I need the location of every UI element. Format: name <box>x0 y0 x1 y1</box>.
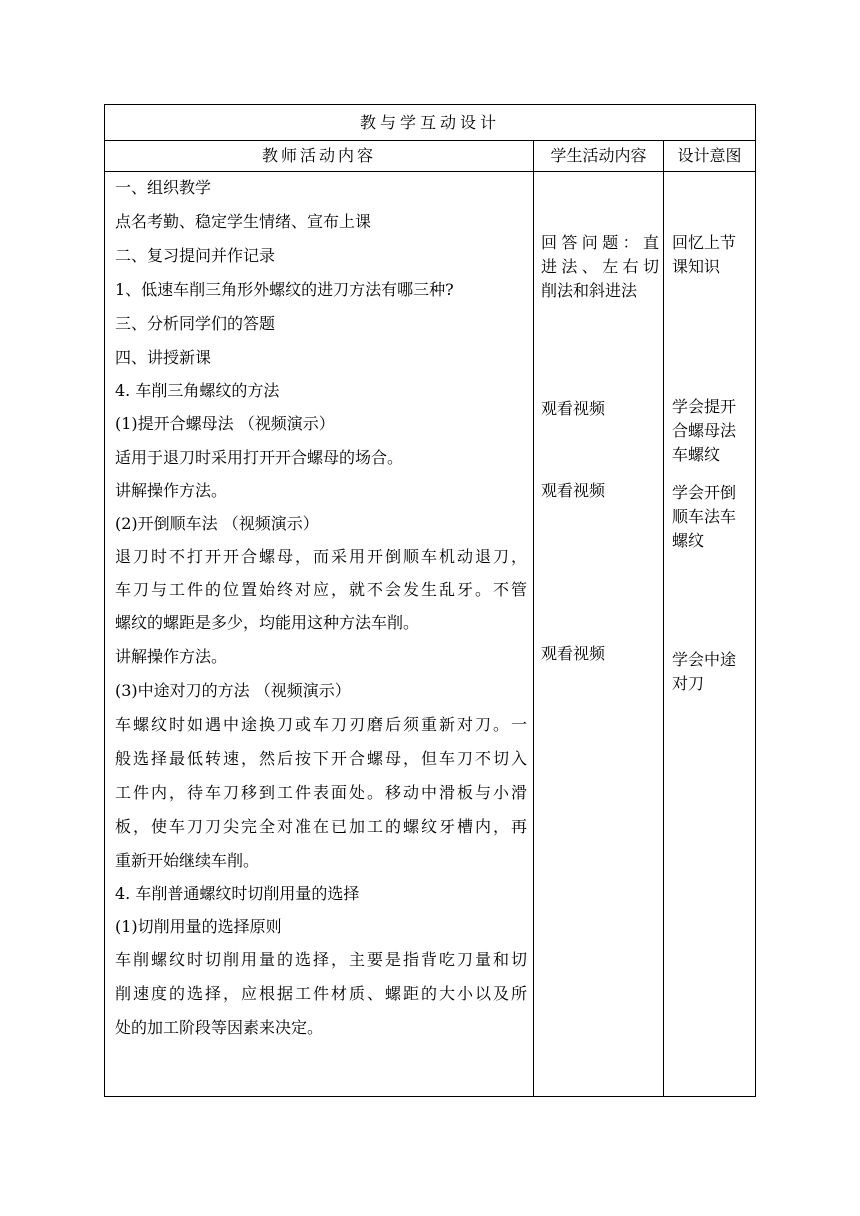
student-activity-block <box>541 642 659 666</box>
teacher-line: 板，使车刀刀尖完全对准在已加工的螺纹牙槽内，再 <box>115 817 527 836</box>
teacher-line: (2)开倒顺车法 （视频演示） <box>115 514 319 533</box>
teacher-line: 般选择最低转速，然后按下开合螺母，但车刀不切入 <box>115 749 527 768</box>
student-line: 观看视频 <box>541 644 606 663</box>
teacher-line: 车刀与工件的位置始终对应，就不会发生乱牙。不管 <box>115 580 527 599</box>
teacher-line: 一、组织教学 <box>115 178 212 197</box>
design-line: 课知识 <box>672 257 721 276</box>
design-line: 回忆上节 <box>672 233 737 252</box>
header-row <box>105 140 755 172</box>
design-line: 对刀 <box>672 674 705 693</box>
header-student-activity: 学生活动内容 <box>550 146 647 165</box>
design-intent-block <box>672 231 746 279</box>
design-intent-block <box>672 481 746 553</box>
teacher-line: (3)中途对刀的方法 （视频演示） <box>115 681 351 700</box>
teacher-line: 车螺纹时如遇中途换刀或车刀刃磨后须重新对刀。一 <box>115 715 527 734</box>
student-line: 观看视频 <box>541 481 606 500</box>
teacher-line: 三、分析同学们的答题 <box>115 314 276 333</box>
teacher-line: 螺纹的螺距是多少，均能用这种方法车削。 <box>115 613 420 632</box>
teacher-line: 二、复习提问并作记录 <box>115 246 276 265</box>
design-line: 学会中途 <box>672 650 737 669</box>
teacher-line: (1)提开合螺母法 （视频演示） <box>115 414 335 433</box>
design-line: 学会开倒 <box>672 483 737 502</box>
teacher-line: 处的加工阶段等因素来决定。 <box>115 1018 324 1037</box>
header-design-intent: 设计意图 <box>677 146 742 165</box>
student-activity-block <box>541 479 659 503</box>
design-line: 顺车法车 <box>672 507 737 526</box>
design-line: 合螺母法 <box>672 421 737 440</box>
column-divider <box>663 140 664 1096</box>
student-line: 削法和斜进法 <box>541 281 638 300</box>
design-line: 学会提开 <box>672 397 737 416</box>
teacher-line: 适用于退刀时采用打开开合螺母的场合。 <box>115 448 404 467</box>
student-line: 观看视频 <box>541 399 606 418</box>
teacher-line: 讲解操作方法。 <box>115 647 228 666</box>
interaction-design-table <box>104 104 756 1097</box>
teacher-line: 重新开始继续车削。 <box>115 851 260 870</box>
design-line: 车螺纹 <box>672 445 721 464</box>
student-line: 进法、左右切 <box>541 257 659 276</box>
teacher-line: 1、低速车削三角形外螺纹的进刀方法有哪三种? <box>115 280 454 299</box>
header-teacher-activity: 教师活动内容 <box>261 146 376 165</box>
design-line: 螺纹 <box>672 531 705 550</box>
teacher-line: 4. 车削普通螺纹时切削用量的选择 <box>115 884 360 903</box>
teacher-line: 退刀时不打开开合螺母，而采用开倒顺车机动退刀， <box>115 547 527 566</box>
teacher-line: (1)切削用量的选择原则 <box>115 917 282 936</box>
design-intent-block <box>672 648 746 696</box>
teacher-line: 4. 车削三角螺纹的方法 <box>115 381 280 400</box>
teacher-line: 车削螺纹时切削用量的选择，主要是指背吃刀量和切 <box>115 950 527 969</box>
teacher-line: 讲解操作方法。 <box>115 481 228 500</box>
teacher-line: 点名考勤、稳定学生情绪、宣布上课 <box>115 212 372 231</box>
design-intent-block <box>672 395 746 467</box>
student-activity-block <box>541 231 659 303</box>
teacher-line: 四、讲授新课 <box>115 348 212 367</box>
table-title: 教与学互动设计 <box>105 105 755 141</box>
student-line: 回答问题：直 <box>541 233 659 252</box>
student-activity-block <box>541 397 659 421</box>
column-divider <box>533 140 534 1096</box>
teacher-line: 削速度的选择，应根据工件材质、螺距的大小以及所 <box>115 984 527 1003</box>
teacher-line: 工件内，待车刀移到工件表面处。移动中滑板与小滑 <box>115 783 527 802</box>
